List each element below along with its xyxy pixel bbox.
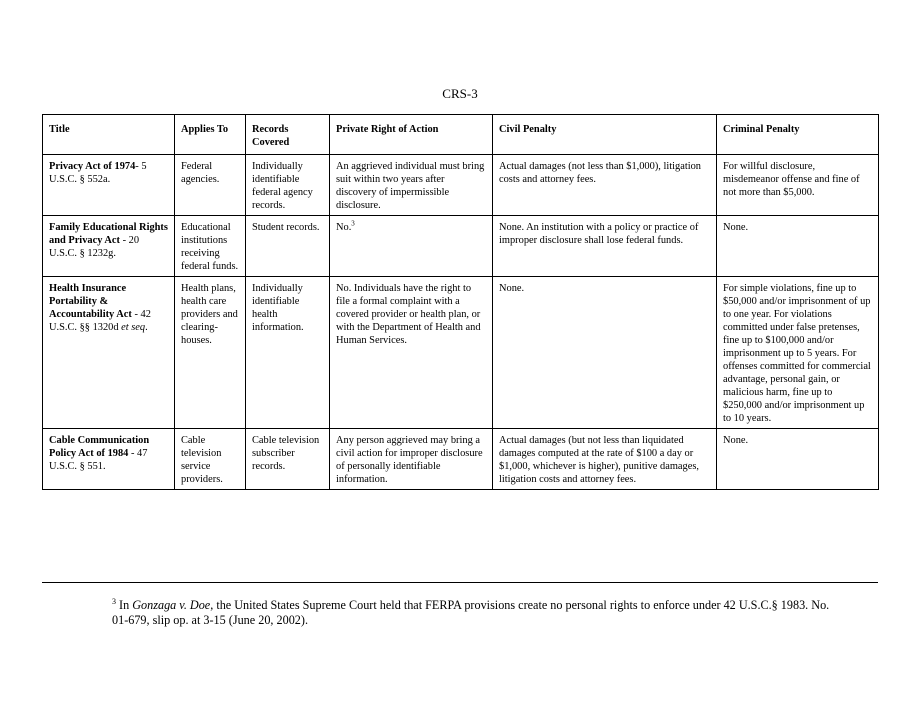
applies-to-cell: Federal agencies. <box>175 155 246 216</box>
applies-to-cell: Educational institutions receiving federal funds. <box>175 216 246 277</box>
footnote-text-end: , the United States Supreme Court held that FERPA provisions create no personal rights to enforce under 42 U.S.C.§ 1983. No. 01-679, slip op. at 3-15 (June 20, 2002). <box>112 598 830 627</box>
criminal-penalty-cell: For willful disclosure, misdemeanor offense and fine of not more than $5,000. <box>717 155 879 216</box>
column-header-title: Title <box>43 115 175 155</box>
law-title: Cable Communication Policy Act of 1984 <box>49 435 150 459</box>
civil-penalty-cell: Actual damages (but not less than liquidated damages computed at the rate of $100 a day or $1,000, whichever is higher), punitive damages, litigation costs and attorney fees. <box>493 429 717 490</box>
law-citation: - 42 U.S.C. §§ 1320d <box>49 309 151 333</box>
civil-penalty-cell: None. <box>493 277 717 429</box>
private-action-cell <box>330 216 493 277</box>
table-row <box>43 155 879 216</box>
footnote-case-name: Gonzaga v. Doe <box>132 598 211 612</box>
law-citation-italic: et seq <box>121 322 146 333</box>
applies-to-cell: Cable television service providers. <box>175 429 246 490</box>
table-row <box>43 216 879 277</box>
footnote-text-start: In <box>116 598 133 612</box>
table-header-row <box>43 115 879 155</box>
table-row <box>43 429 879 490</box>
private-action-cell: Any person aggrieved may bring a civil action for improper disclosure of personally identifiable information. <box>330 429 493 490</box>
privacy-law-table <box>42 114 879 490</box>
private-action-cell: An aggrieved individual must bring suit within two years after discovery of impermissible disclosure. <box>330 155 493 216</box>
records-covered-cell: Individually identifiable federal agency records. <box>246 155 330 216</box>
applies-to-cell: Health plans, health care providers and clearing-houses. <box>175 277 246 429</box>
column-header-civil-penalty: Civil Penalty <box>493 115 717 155</box>
footnote-divider <box>42 582 878 583</box>
civil-penalty-cell: Actual damages (not less than $1,000), litigation costs and attorney fees. <box>493 155 717 216</box>
law-citation: - 47 U.S.C. § 551. <box>49 448 148 472</box>
records-covered-cell: Student records. <box>246 216 330 277</box>
criminal-penalty-cell: None. <box>717 216 879 277</box>
column-header-records-covered: Records Covered <box>246 115 330 155</box>
footnote-reference: 3 <box>351 219 355 228</box>
law-title: Privacy Act of 1974 <box>49 161 136 172</box>
page-header: CRS-3 <box>442 86 478 101</box>
law-citation-end: . <box>145 322 148 333</box>
private-action-cell: No. Individuals have the right to file a formal complaint with a covered provider or health plan, or with the Department of Health and Human Services. <box>330 277 493 429</box>
law-title-cell <box>43 429 175 490</box>
column-header-criminal-penalty: Criminal Penalty <box>717 115 879 155</box>
law-title-cell <box>43 277 175 429</box>
criminal-penalty-cell: For simple violations, fine up to $50,000 and/or imprisonment of up to one year. For violations committed under false pretenses, fine up to $100,000 and/or imprisonment up to 5 years. For offenses committed for commercial advantage, personal gain, or malicious harm, fine up to $250,000 and/or imprisonment up to 10 years. <box>717 277 879 429</box>
column-header-applies-to: Applies To <box>175 115 246 155</box>
law-title: Health Insurance Portability & Accountability Act <box>49 283 132 320</box>
law-title-cell <box>43 155 175 216</box>
law-title: Family Educational Rights and Privacy Act <box>49 222 168 246</box>
private-action-text: No. <box>336 222 352 233</box>
law-citation: - 5 U.S.C. § 552a. <box>49 161 147 185</box>
footnote <box>112 598 832 628</box>
criminal-penalty-cell: None. <box>717 429 879 490</box>
column-header-private-right-of-action: Private Right of Action <box>330 115 493 155</box>
civil-penalty-cell: None. An institution with a policy or practice of improper disclosure shall lose federal funds. <box>493 216 717 277</box>
records-covered-cell: Individually identifiable health information. <box>246 277 330 429</box>
footnote-number: 3 <box>112 596 116 606</box>
law-title-cell <box>43 216 175 277</box>
law-citation: - 20 U.S.C. § 1232g. <box>49 235 140 259</box>
records-covered-cell: Cable television subscriber records. <box>246 429 330 490</box>
table-row <box>43 277 879 429</box>
